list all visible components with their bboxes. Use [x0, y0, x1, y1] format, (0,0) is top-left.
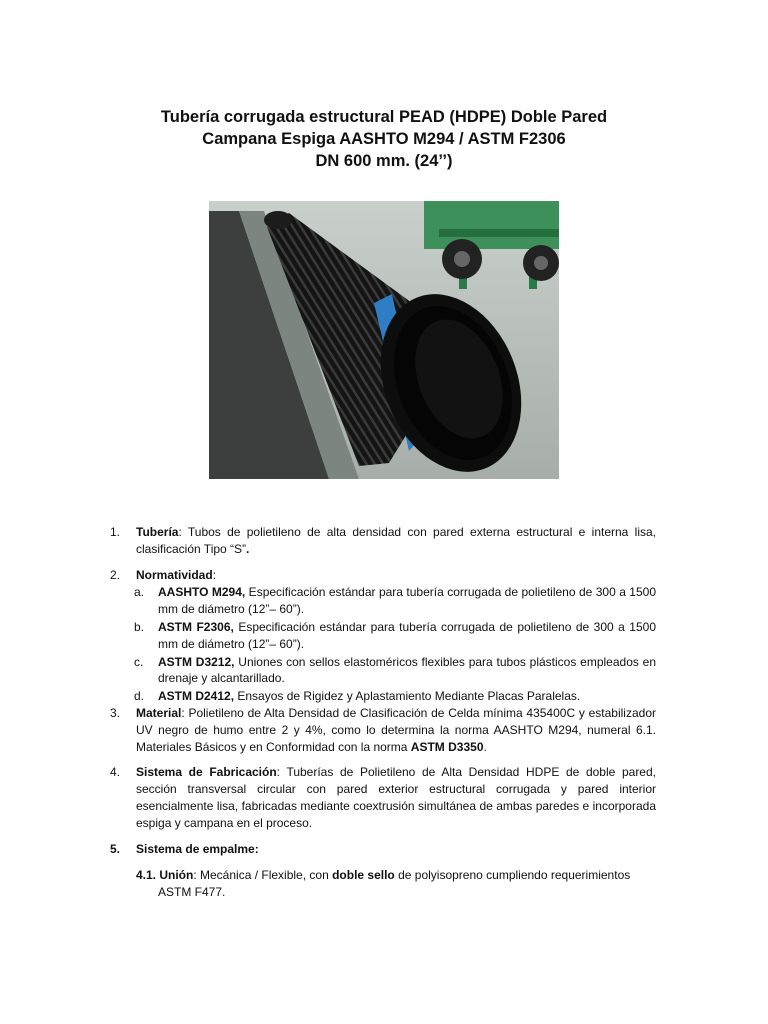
pipe-photo [209, 201, 559, 479]
pipe-photo-illustration [209, 201, 559, 479]
norm-item-b: b. ASTM F2306, Especificación estándar para tubería corrugada de polietileno de 300 a 1500 mm de diámetro (12”– 60”). [134, 619, 656, 651]
document-body [110, 524, 656, 901]
norm-item-d: d. ASTM D2412, Ensayos de Rigidez y Aplastamiento Mediante Placas Paralelas. [134, 689, 581, 704]
norm-item-a: a. AASHTO M294, Especificación estándar para tubería corrugada de polietileno de 300 a 1500 mm de diámetro (12”– 60”). [134, 585, 656, 617]
norm-item-c: c. ASTM D3212, Uniones con sellos elastoméricos flexibles para tubos plásticos empleados en drenaje y alcantarillado. [134, 654, 657, 686]
list-item-empalme: 5. Sistema de empalme: [110, 841, 259, 856]
document-title [0, 106, 768, 172]
list-item-normatividad: 2. Normatividad: [110, 567, 217, 582]
title-line-3: DN 600 mm. (24’’) [315, 152, 453, 170]
title-line-1: Tubería corrugada estructural PEAD (HDPE) Doble Pared [160, 108, 608, 126]
list-item-tuberia: 1. Tubería: Tubos de polietileno de alta densidad con pared externa estructural e interna lisa, clasificación Tipo “S”. [110, 525, 656, 556]
list-item-material: 3. Material: Polietileno de Alta Densidad de Clasificación de Celda mínima 435400C y estabilizador UV negro de humo entre 2 y 4%, como lo determina la norma AASHTO M294, numeral 6.1. Materiales Básicos y en Conformidad con la norma ASTM D3350. [110, 705, 656, 754]
list-item-fabricacion: 4. Sistema de Fabricación: Tuberías de Polietileno de Alta Densidad HDPE de doble pared, sección transversal circular con pared exterior estructural corrugada y pared interior esencialmente lisa, fabricadas mediante coextrusión simultánea de ambas paredes e incorporada espiga y campana en el proceso. [110, 765, 656, 830]
empalme-union: 4.1. Unión: Mecánica / Flexible, con doble sello de polyisopreno cumpliendo requerimientos ASTM F477. [136, 868, 631, 900]
green-frame [424, 201, 559, 249]
title-line-2: Campana Espiga AASHTO M294 / ASTM F2306 [202, 130, 566, 148]
